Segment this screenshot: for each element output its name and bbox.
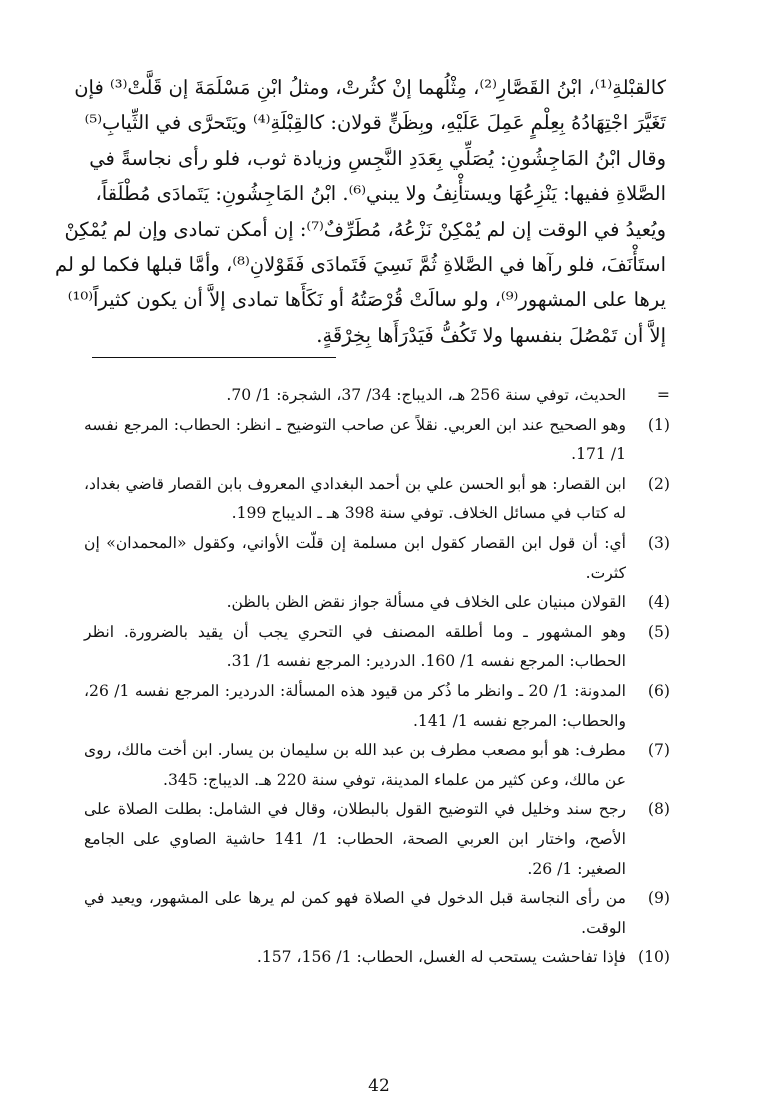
footnote-number: (3): [647, 533, 670, 552]
footnote-9: [84, 884, 670, 943]
footnote-5: [84, 618, 670, 677]
footnote-number: (5): [647, 622, 670, 641]
footnote-number: (9): [647, 889, 670, 908]
footnote-1: [84, 411, 670, 470]
main-text-line: يرها على المشهور⁽⁹⁾، ولو سالَتْ قُرْصَتُهُ أو نَكَأَها تمادى إلاَّ أن يكون كثيراً⁽¹⁰⁾: [67, 288, 666, 312]
footnote-text: فإذا تفاحشت يستحب له الغسل، الحطاب: 1/ 156، 157.: [256, 948, 626, 967]
main-text-line: ويُعيدُ في الوقت إن لم يُمْكِنْ نَزْعُهُ، مُطَرِّفٌ⁽⁷⁾: إن أمكن تمادى وإن لم يُمْكِنْ: [64, 217, 666, 241]
footnote-number: (1): [647, 415, 670, 434]
footnote-text: القولان مبنيان على الخلاف في مسألة جواز نقض الظن بالظن.: [226, 593, 626, 612]
footnote-continuation: [84, 381, 670, 411]
footnote-text: أي: أن قول ابن القصار كقول ابن مسلمة إن قلّت الأواني، وكقول «المحمدان» إن كثرت.: [84, 533, 626, 582]
footnote-number: (7): [647, 741, 670, 760]
main-text-line: تَغَيَّرَ اجْتِهَادُهُ بِعِلْمٍ عَمِلَ عَلَيْهِ، وبِظَنٍّ قولان: كالقِبْلَةِ⁽⁴⁾ ويَتَحرَّى في الثِّيابِ⁽⁵⁾: [84, 111, 666, 135]
main-text-line: كالقبْلةِ⁽¹⁾، ابْنُ القَصَّارِ⁽²⁾، مِثْلُهما إنْ كثُرتْ، ومثلُ ابْنِ مَسْلَمَةَ إن قَلَّتْ⁽³⁾ فإن: [74, 76, 666, 99]
footnote-3: [84, 529, 670, 588]
footnote-number: (2): [647, 474, 670, 493]
page-number: 42: [368, 1076, 390, 1096]
footnote-text: ابن القصار: هو أبو الحسن علي بن أحمد البغدادي المعروف بابن القصار قاضي بغداد، له كتاب في مسائل الخلاف. توفي سنة 398 هـ ـ الديباج 199.: [84, 474, 626, 523]
footnote-number: (4): [647, 593, 670, 612]
footnote-4: [84, 588, 670, 618]
footnote-marker: =: [656, 386, 670, 404]
footnote-text: رجح سند وخليل في التوضيح القول بالبطلان، وقال في الشامل: بطلت الصلاة على الأصح، واختار ابن العربي الصحة، الحطاب: 1/ 141 حاشية الصاوي على الجامع الصغير: 1/ 26.: [84, 800, 626, 878]
main-text-line: الصَّلاةِ ففيها: يَنْزِعُهَا ويستأْنِفُ ولا يبني⁽⁶⁾. ابْنُ المَاجِشُونِ: يَتَمادَى مُطْلَقاً،: [95, 182, 666, 206]
footnote-text: من رأى النجاسة قبل الدخول في الصلاة فهو كمن لم يرها على المشهور، ويعيد في الوقت.: [84, 889, 626, 937]
main-text-line: استَأْنَفَ، فلو رآها في الصَّلاةِ ثُمَّ نَسِيَ فَتَمادَى فَقَوْلانِ⁽⁸⁾، وأمَّا قبلها فكما لو لم: [55, 252, 666, 276]
footnote-text: الحديث، توفي سنة 256 هـ، الديباج: 34/ 37، الشجرة: 1/ 70.: [226, 386, 626, 404]
main-text-line: وقال ابْنُ المَاجِشُونِ: يُصَلِّي بِعَدَدِ النَّجِسِ وزيادة ثوب، فلو رأى نجاسةً في: [89, 146, 666, 170]
footnote-text: مطرف: هو أبو مصعب مطرف بن عبد الله بن سليمان بن يسار. ابن أخت مالك، روى عن مالك، وعن كثير من علماء المدينة، توفي سنة 220 هـ. الديباج: 345.: [84, 741, 626, 789]
footnotes: [84, 381, 670, 973]
footnote-separator: [92, 357, 336, 358]
footnote-text: وهو المشهور ـ وما أطلقه المصنف في التحري يجب أن يقيد بالضرورة. انظر الحطاب: المرجع نفسه 1/ 160. الدردير: المرجع نفسه 1/ 31.: [84, 622, 626, 671]
main-text-line: إلاَّ أن تَمْصُلَ بنفسها ولا تَكُفُّ فَيَدْرَأَها بِخِرْقَةٍ.: [316, 323, 666, 347]
footnote-6: [84, 677, 670, 736]
main-text: [55, 70, 666, 353]
footnote-2: [84, 470, 670, 529]
footnote-8: [84, 795, 670, 884]
footnote-text: وهو الصحيح عند ابن العربي. نقلاً عن صاحب التوضيح ـ انظر: الحطاب: المرجع نفسه 1/ 171.: [84, 415, 626, 464]
footnote-number: (6): [647, 681, 670, 700]
footnote-number: (8): [647, 800, 670, 819]
footnote-10: [84, 943, 670, 973]
footnote-text: المدونة: 1/ 20 ـ وانظر ما ذُكر من قيود هذه المسألة: الدردير: المرجع نفسه 1/ 26، والحطاب: المرجع نفسه 1/ 141.: [84, 681, 626, 730]
footnote-7: [84, 736, 670, 795]
footnote-number: (10): [637, 948, 670, 967]
